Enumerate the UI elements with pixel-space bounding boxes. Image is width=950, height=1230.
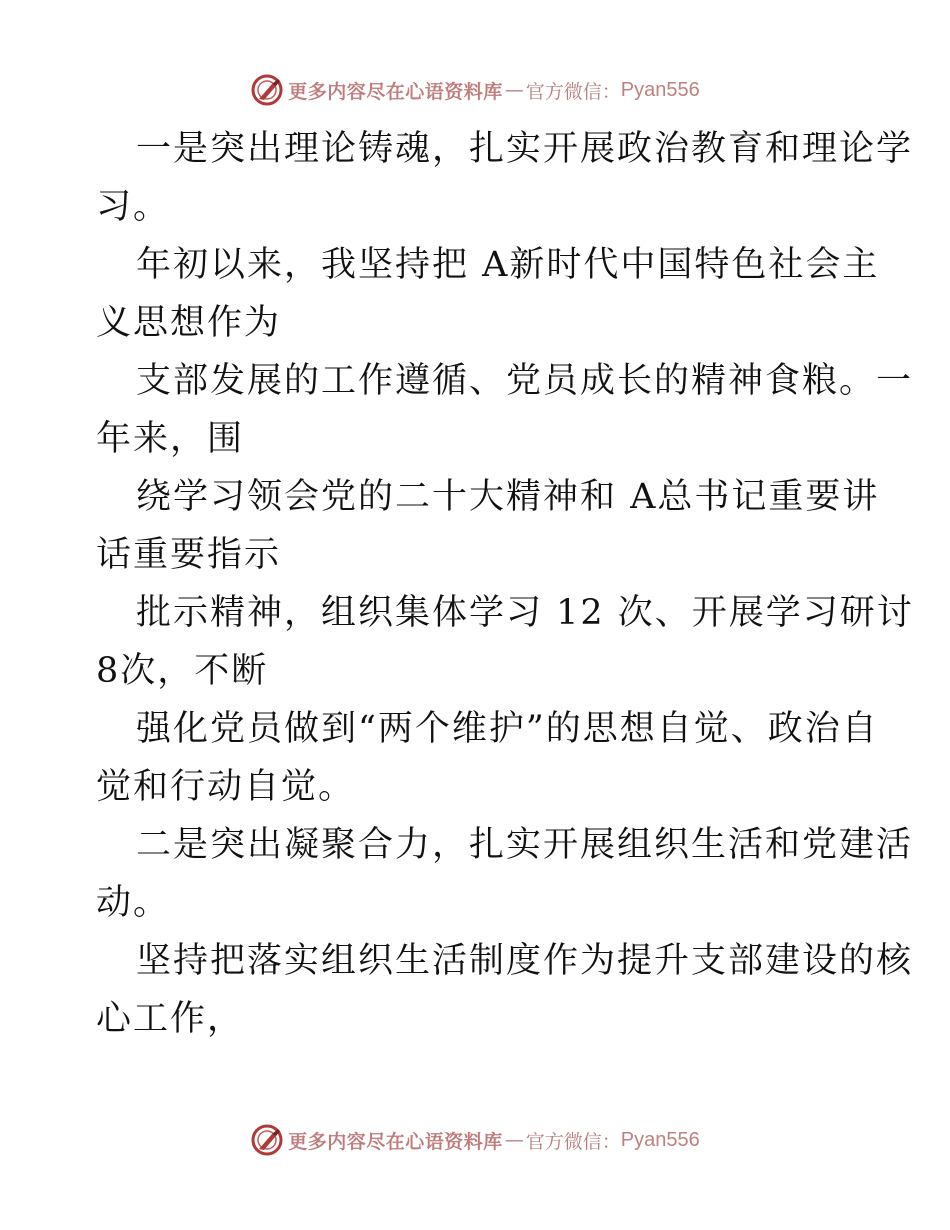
body-line: 支部发展的工作遵循、党员成长的精神食粮。一 bbox=[136, 361, 914, 401]
body-line: 习。 bbox=[96, 187, 171, 227]
banner-title: 更多内容尽在心语资料库 bbox=[288, 1130, 503, 1153]
banner-separator: — bbox=[504, 79, 524, 101]
body-line: 强化党员做到“两个维护”的思想自觉、政治自 bbox=[136, 709, 879, 749]
body-line: 动。 bbox=[96, 883, 171, 923]
header-banner bbox=[0, 70, 950, 110]
banner-wechat-label: 官方微信： bbox=[525, 1130, 621, 1153]
body-line: 二是突出凝聚合力，扎实开展组织生活和党建活 bbox=[136, 825, 914, 865]
banner-title: 更多内容尽在心语资料库 bbox=[288, 80, 503, 103]
pen-nib-logo-icon bbox=[250, 1123, 284, 1157]
body-line: 年来，围 bbox=[96, 419, 245, 459]
banner-wechat-id: Pyan556 bbox=[620, 78, 700, 101]
body-line: 义思想作为 bbox=[96, 303, 282, 343]
body-line: 心工作， bbox=[96, 999, 245, 1039]
banner-separator: — bbox=[504, 1129, 524, 1151]
footer-banner bbox=[0, 1120, 950, 1160]
pen-nib-logo-icon bbox=[250, 73, 284, 107]
body-line: 年初以来，我坚持把 A新时代中国特色社会主 bbox=[136, 245, 880, 285]
body-line: 批示精神，组织集体学习 12 次、开展学习研讨 bbox=[136, 593, 914, 633]
body-line: 觉和行动自觉。 bbox=[96, 767, 356, 807]
banner-wechat-label: 官方微信： bbox=[525, 80, 621, 103]
body-line: 绕学习领会党的二十大精神和 A总书记重要讲 bbox=[136, 477, 880, 517]
banner-wechat-id: Pyan556 bbox=[620, 1128, 700, 1151]
body-line: 话重要指示 bbox=[96, 535, 282, 575]
document-body bbox=[96, 120, 914, 1048]
body-line: 8次，不断 bbox=[96, 651, 269, 691]
body-line: 一是突出理论铸魂，扎实开展政治教育和理论学 bbox=[136, 129, 914, 169]
body-line: 坚持把落实组织生活制度作为提升支部建设的核 bbox=[136, 941, 914, 981]
